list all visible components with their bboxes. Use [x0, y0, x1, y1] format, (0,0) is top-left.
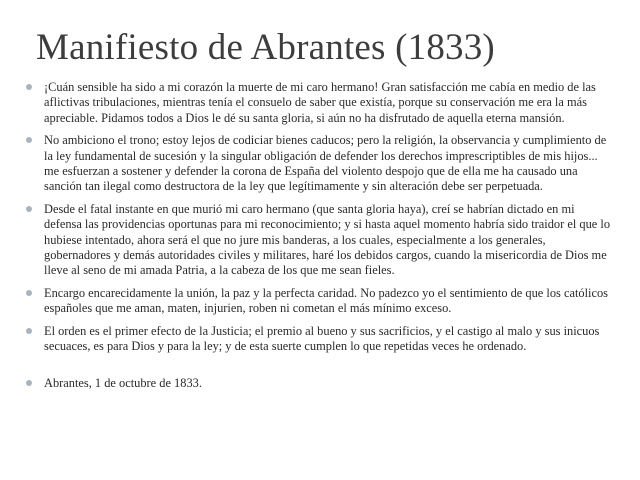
bullet-text: Desde el fatal instante en que murió mi caro hermano (que santa gloria haya), creí se habrían dictado en mi defensa las providencias oportunas para mi reconocimiento; y si hasta aquel momento habría sido traidor el que lo hubiese intentado, ahora será el que no jure mis banderas, a los cuales, especialmente a los generales, gobernadores y demás autoridades civiles y militares, haré los debidos cargos, cuando la misericordia de Dios me lleve al seno de mi amada Patria, a la cabeza de los que me sean fieles. [44, 201, 611, 278]
bullet-item-signature [24, 376, 614, 391]
slide-title: Manifiesto de Abrantes (1833) [36, 27, 495, 68]
bullet-marker-icon [26, 380, 32, 386]
bullet-list [24, 80, 614, 398]
bullet-marker-icon [26, 328, 32, 334]
bullet-marker-icon [26, 206, 32, 212]
bullet-text: Encargo encarecidamente la unión, la paz y la perfecta caridad. No padezco yo el sentimiento de que los católicos españoles que me aman, maten, injurien, roben ni cometan el más mínimo exceso. [44, 285, 608, 316]
signature-line: Abrantes, 1 de octubre de 1833. [44, 375, 202, 390]
bullet-item [24, 324, 614, 355]
bullet-item [24, 133, 614, 195]
bullet-text: No ambiciono el trono; estoy lejos de codiciar bienes caducos; pero la religión, la observancia y cumplimiento de la ley fundamental de sucesión y la singular obligación de defender los derechos imprescriptibles de mis hijos... me esfuerzan a sostener y defender la corona de España del violento despojo que de ella me ha causado una sanción tan ilegal como destructora de la ley que legítimamente y sin alteración debe ser perpetuada. [44, 133, 607, 194]
bullet-marker-icon [26, 137, 32, 143]
bullet-marker-icon [26, 84, 32, 90]
bullet-item [24, 286, 614, 317]
bullet-text: ¡Cuán sensible ha sido a mi corazón la muerte de mi caro hermano! Gran satisfacción me cabía en medio de las aflictivas tribulaciones, mientras tenía el consuelo de saber que existía, porque su conservación me era la más apreciable. Pidamos todos a Dios le dé su santa gloria, si aún no ha disfrutado de aquella eterna mansión. [44, 80, 596, 125]
bullet-text: El orden es el primer efecto de la Justicia; el premio al bueno y sus sacrificios, y el castigo al malo y sus inicuos secuaces, es para Dios y para la ley; y de esta suerte cumplen lo que repetidas veces he ordenado. [44, 323, 600, 354]
bullet-item [24, 202, 614, 279]
bullet-marker-icon [26, 290, 32, 296]
bullet-item [24, 80, 614, 126]
